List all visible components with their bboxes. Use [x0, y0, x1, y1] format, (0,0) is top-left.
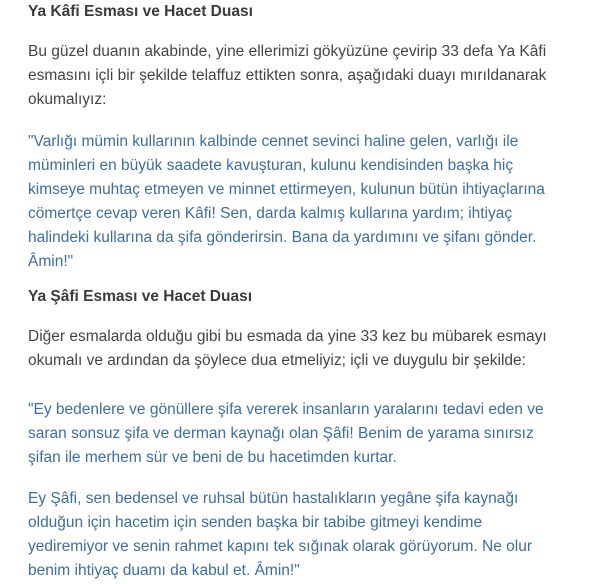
text-line: cömertçe cevap veren Kâfi! Sen, darda kalmış kullarına yardım; ihtiyaç [28, 205, 513, 222]
text-line: Ey Şâfi, sen bedensel ve ruhsal bütün hastalıkların yegâne şifa kaynağı [28, 490, 519, 507]
section-heading-safi: Ya Şâfi Esması ve Hacet Duası [28, 288, 253, 305]
text-line: Bu güzel duanın akabinde, yine ellerimizi gökyüzüne çevirip 33 defa Ya Kâfi [28, 43, 547, 60]
intro-paragraph-safi [28, 325, 547, 373]
text-line: şifan ile merhem sür ve beni de bu hacetimden kurtar. [28, 449, 397, 466]
text-line: "Ey bedenlere ve gönüllere şifa vererek insanların yaralarını tedavi eden ve [28, 401, 544, 418]
text-line: saran sonsuz şifa ve derman kaynağı olan Şâfi! Benim de yarama sınırsız [28, 425, 534, 442]
prayer-quote-safi-1 [28, 398, 544, 470]
text-line: kimseye muhtaç etmeyen ve minnet ettirmeyen, kulunun bütün ihtiyaçlarına [28, 181, 545, 198]
intro-paragraph-kafi [28, 40, 546, 112]
text-line: yediremiyor ve senin rahmet kapını tek sığınak olarak görüyorum. Ne olur [28, 538, 532, 555]
text-line: okumalıyız: [28, 91, 107, 108]
text-line: Diğer esmalarda olduğu gibi bu esmada da yine 33 kez bu mübarek esmayı [28, 328, 547, 345]
section-heading-kafi: Ya Kâfi Esması ve Hacet Duası [28, 3, 253, 20]
text-line: müminleri en büyük saadete kavuşturan, kulunu kendisinden başka hiç [28, 157, 514, 174]
text-line: okumalı ve ardından da şöylece dua etmeliyiz; içli ve duygulu bir şekilde: [28, 352, 526, 369]
text-line: esmasını içli bir şekilde telaffuz ettikten sonra, aşağıdaki duayı mırıldanarak [28, 67, 547, 84]
text-line: Âmin!" [28, 253, 74, 270]
text-line: halindeki kullarına da şifa gönderirsin. Bana da yardımını ve şifanı gönder. [28, 229, 537, 246]
prayer-quote-safi-2 [28, 487, 532, 583]
text-line: "Varlığı mümin kullarının kalbinde cennet sevinci haline gelen, varlığı ile [28, 133, 519, 150]
text-line: olduğun için hacetim için senden başka bir tabibe gitmeyi kendime [28, 514, 483, 531]
text-line: benim ihtiyaç duamı da kabul et. Âmin!" [28, 562, 300, 579]
prayer-quote-kafi [28, 130, 545, 274]
